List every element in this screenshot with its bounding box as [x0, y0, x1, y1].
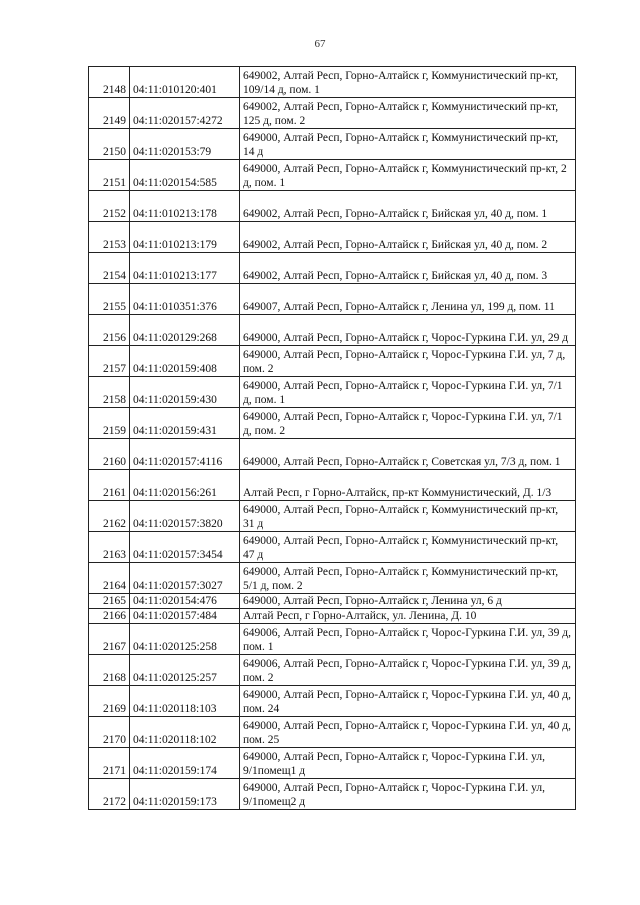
table-row	[89, 315, 576, 346]
cadastral-number-cell: 04:11:020157:484	[130, 609, 240, 624]
cadastral-number-cell: 04:11:010213:179	[130, 222, 240, 253]
cadastral-number-cell: 04:11:020118:102	[130, 717, 240, 748]
cadastral-number-cell: 04:11:020153:79	[130, 129, 240, 160]
page-number: 67	[314, 38, 326, 50]
row-number-cell: 2165	[89, 594, 130, 609]
table-row	[89, 98, 576, 129]
table-row	[89, 532, 576, 563]
cadastral-number-cell: 04:11:020159:173	[130, 779, 240, 810]
cadastral-number-cell: 04:11:010351:376	[130, 284, 240, 315]
row-number-cell: 2167	[89, 624, 130, 655]
cadastral-number-cell: 04:11:020118:103	[130, 686, 240, 717]
cadastral-number-cell: 04:11:010213:178	[130, 191, 240, 222]
address-cell: 649002, Алтай Респ, Горно-Алтайск г, Бийская ул, 40 д, пом. 1	[240, 191, 576, 222]
address-cell: 649002, Алтай Респ, Горно-Алтайск г, Коммунистический пр-кт, 109/14 д, пом. 1	[240, 67, 576, 98]
row-number-cell: 2154	[89, 253, 130, 284]
row-number-cell: 2159	[89, 408, 130, 439]
address-cell: 649000, Алтай Респ, Горно-Алтайск г, Чорос-Гуркина Г.И. ул, 40 д, пом. 24	[240, 686, 576, 717]
cadastral-number-cell: 04:11:020159:431	[130, 408, 240, 439]
table-row	[89, 222, 576, 253]
row-number-cell: 2162	[89, 501, 130, 532]
cadastral-number-cell: 04:11:020129:268	[130, 315, 240, 346]
cadastral-number-cell: 04:11:020159:174	[130, 748, 240, 779]
address-cell: 649000, Алтай Респ, Горно-Алтайск г, Чорос-Гуркина Г.И. ул, 40 д, пом. 25	[240, 717, 576, 748]
row-number-cell: 2163	[89, 532, 130, 563]
cadastral-number-cell: 04:11:020125:258	[130, 624, 240, 655]
table-row	[89, 717, 576, 748]
table-row	[89, 624, 576, 655]
address-cell: 649000, Алтай Респ, Горно-Алтайск г, Коммунистический пр-кт, 14 д	[240, 129, 576, 160]
table-row	[89, 748, 576, 779]
row-number-cell: 2166	[89, 609, 130, 624]
table-row	[89, 609, 576, 624]
row-number-cell: 2149	[89, 98, 130, 129]
address-cell: 649007, Алтай Респ, Горно-Алтайск г, Ленина ул, 199 д, пом. 11	[240, 284, 576, 315]
row-number-cell: 2160	[89, 439, 130, 470]
row-number-cell: 2155	[89, 284, 130, 315]
address-cell: 649000, Алтай Респ, Горно-Алтайск г, Коммунистический пр-кт, 31 д	[240, 501, 576, 532]
address-cell: 649002, Алтай Респ, Горно-Алтайск г, Бийская ул, 40 д, пом. 2	[240, 222, 576, 253]
row-number-cell: 2150	[89, 129, 130, 160]
address-cell: 649002, Алтай Респ, Горно-Алтайск г, Коммунистический пр-кт, 125 д, пом. 2	[240, 98, 576, 129]
table-row	[89, 594, 576, 609]
table-row	[89, 160, 576, 191]
address-cell: 649000, Алтай Респ, Горно-Алтайск г, Чорос-Гуркина Г.И. ул, 7/1 д, пом. 2	[240, 408, 576, 439]
address-cell: 649000, Алтай Респ, Горно-Алтайск г, Чорос-Гуркина Г.И. ул, 9/1помещ2 д	[240, 779, 576, 810]
table-row	[89, 439, 576, 470]
cadastral-number-cell: 04:11:010213:177	[130, 253, 240, 284]
row-number-cell: 2156	[89, 315, 130, 346]
table-row	[89, 377, 576, 408]
address-cell: Алтай Респ, г Горно-Алтайск, пр-кт Коммунистический, Д. 1/3	[240, 470, 576, 501]
table-row	[89, 655, 576, 686]
table-row	[89, 779, 576, 810]
table-row	[89, 253, 576, 284]
cadastral-number-cell: 04:11:020154:585	[130, 160, 240, 191]
row-number-cell: 2151	[89, 160, 130, 191]
cadastral-number-cell: 04:11:020125:257	[130, 655, 240, 686]
table-row	[89, 284, 576, 315]
cadastral-number-cell: 04:11:010120:401	[130, 67, 240, 98]
row-number-cell: 2170	[89, 717, 130, 748]
address-cell: 649000, Алтай Респ, Горно-Алтайск г, Чорос-Гуркина Г.И. ул, 29 д	[240, 315, 576, 346]
row-number-cell: 2164	[89, 563, 130, 594]
address-cell: 649000, Алтай Респ, Горно-Алтайск г, Чорос-Гуркина Г.И. ул, 7 д, пом. 2	[240, 346, 576, 377]
cadastral-number-cell: 04:11:020157:3820	[130, 501, 240, 532]
cadastral-number-cell: 04:11:020157:4116	[130, 439, 240, 470]
cadastral-number-cell: 04:11:020157:4272	[130, 98, 240, 129]
row-number-cell: 2161	[89, 470, 130, 501]
registry-table-body	[89, 67, 576, 810]
row-number-cell: 2169	[89, 686, 130, 717]
row-number-cell: 2168	[89, 655, 130, 686]
row-number-cell: 2171	[89, 748, 130, 779]
address-cell: 649000, Алтай Респ, Горно-Алтайск г, Коммунистический пр-кт, 2 д, пом. 1	[240, 160, 576, 191]
row-number-cell: 2172	[89, 779, 130, 810]
table-row	[89, 191, 576, 222]
address-cell: 649000, Алтай Респ, Горно-Алтайск г, Чорос-Гуркина Г.И. ул, 9/1помещ1 д	[240, 748, 576, 779]
cadastral-number-cell: 04:11:020157:3454	[130, 532, 240, 563]
table-row	[89, 408, 576, 439]
row-number-cell: 2152	[89, 191, 130, 222]
address-cell: 649002, Алтай Респ, Горно-Алтайск г, Бийская ул, 40 д, пом. 3	[240, 253, 576, 284]
cadastral-number-cell: 04:11:020154:476	[130, 594, 240, 609]
address-cell: Алтай Респ, г Горно-Алтайск, ул. Ленина, Д. 10	[240, 609, 576, 624]
table-row	[89, 686, 576, 717]
address-cell: 649006, Алтай Респ, Горно-Алтайск г, Чорос-Гуркина Г.И. ул, 39 д, пом. 2	[240, 655, 576, 686]
table-row	[89, 563, 576, 594]
table-row	[89, 501, 576, 532]
cadastral-number-cell: 04:11:020159:430	[130, 377, 240, 408]
table-row	[89, 470, 576, 501]
row-number-cell: 2157	[89, 346, 130, 377]
address-cell: 649000, Алтай Респ, Горно-Алтайск г, Советская ул, 7/3 д, пом. 1	[240, 439, 576, 470]
row-number-cell: 2158	[89, 377, 130, 408]
cadastral-number-cell: 04:11:020156:261	[130, 470, 240, 501]
cadastral-number-cell: 04:11:020157:3027	[130, 563, 240, 594]
row-number-cell: 2148	[89, 67, 130, 98]
table-row	[89, 346, 576, 377]
address-cell: 649000, Алтай Респ, Горно-Алтайск г, Коммунистический пр-кт, 47 д	[240, 532, 576, 563]
address-cell: 649000, Алтай Респ, Горно-Алтайск г, Чорос-Гуркина Г.И. ул, 7/1 д, пом. 1	[240, 377, 576, 408]
address-cell: 649000, Алтай Респ, Горно-Алтайск г, Коммунистический пр-кт, 5/1 д, пом. 2	[240, 563, 576, 594]
address-cell: 649006, Алтай Респ, Горно-Алтайск г, Чорос-Гуркина Г.И. ул, 39 д, пом. 1	[240, 624, 576, 655]
row-number-cell: 2153	[89, 222, 130, 253]
cadastral-number-cell: 04:11:020159:408	[130, 346, 240, 377]
table-row	[89, 129, 576, 160]
property-registry-table	[88, 66, 576, 810]
address-cell: 649000, Алтай Респ, Горно-Алтайск г, Ленина ул, 6 д	[240, 594, 576, 609]
table-row	[89, 67, 576, 98]
